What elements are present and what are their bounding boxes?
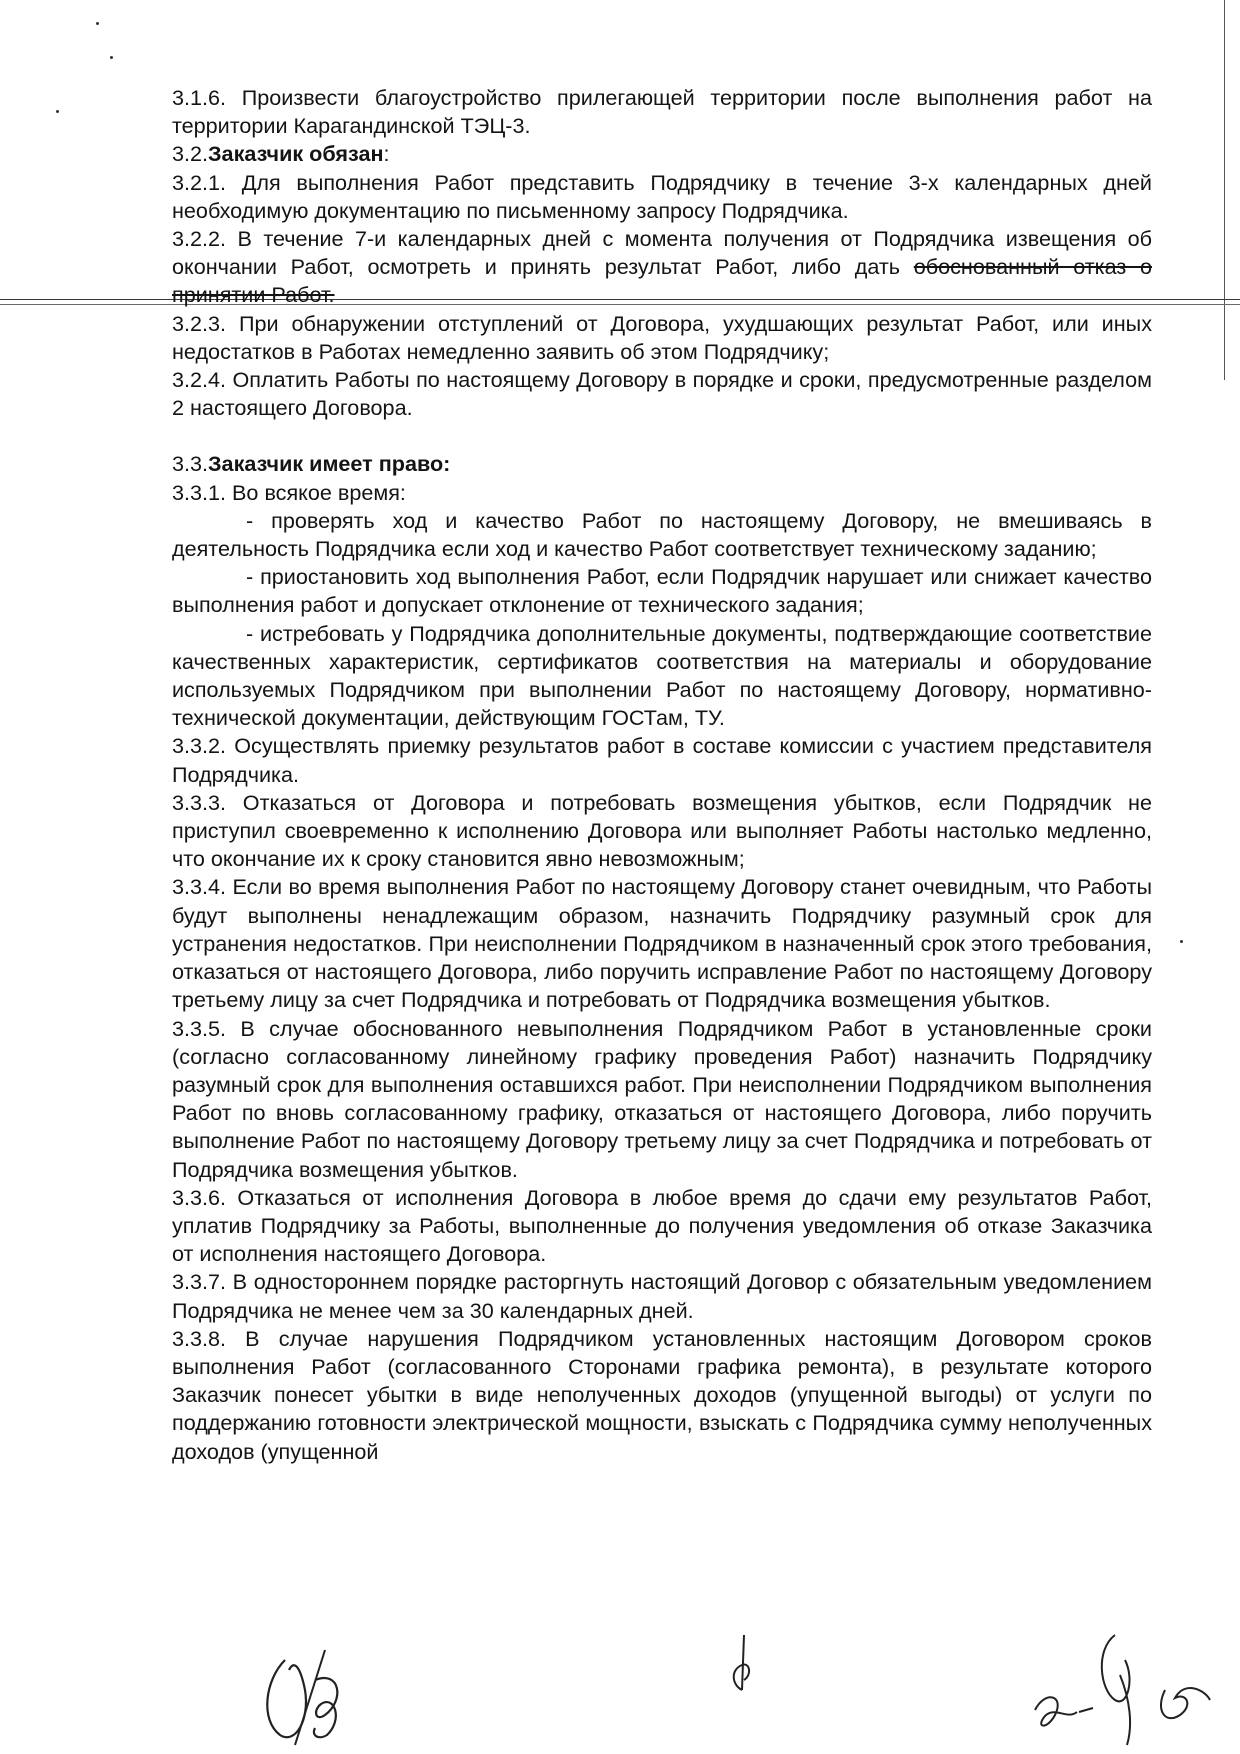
paragraph-3-2-1: 3.2.1. Для выполнения Работ представить Подрядчику в течение 3-х календарных дней необходимую документацию по письменному запросу Подрядчика. bbox=[172, 169, 1152, 223]
paragraph-3-3-3: 3.3.3. Отказаться от Договора и потребовать возмещения убытков, если Подрядчик не приступил своевременно к исполнению Договора или выполняет Работы настолько медленно, что окончание их к сроку становится явно невозможным; bbox=[172, 789, 1152, 872]
list-item-check-progress: - проверять ход и качество Работ по настоящему Договору, не вмешиваясь в деятельность Подрядчика если ход и качество Работ соответствует техническому заданию; bbox=[172, 507, 1152, 562]
scan-speck bbox=[56, 110, 59, 113]
heading-text: Заказчик обязан bbox=[208, 141, 384, 167]
scan-speck bbox=[1180, 940, 1183, 943]
document-body bbox=[172, 84, 1152, 1466]
paragraph-3-3-6: 3.3.6. Отказаться от исполнения Договора в любое время до сдачи ему результатов Работ, уплатив Подрядчику за Работы, выполненные до получения уведомления об отказе Заказчика от исполнения настоящего Договора. bbox=[172, 1184, 1152, 1267]
paragraph-3-2-2-text: 3.2.2. В течение 7-и календарных дней с момента получения от Подрядчика извещения об окончании Работ, осмотреть и принять результат Работ, либо дать bbox=[172, 226, 1152, 280]
heading-number: 3.2. bbox=[172, 141, 209, 167]
heading-3-2 bbox=[172, 140, 1152, 168]
list-item-suspend-work: - приостановить ход выполнения Работ, если Подрядчик нарушает или снижает качество выполнения работ и допускает отклонение от технического задания; bbox=[172, 564, 1152, 618]
heading-3-3 bbox=[172, 450, 1152, 478]
paragraph-3-3-4: 3.3.4. Если во время выполнения Работ по настоящему Договору станет очевидным, что Работы будут выполнены ненадлежащим образом, назначить Подрядчику разумный срок для устранения недостатков. При неисполнении Подрядчиком в назначенный срок этого требования, отказаться от настоящего Договора, либо поручить исправление Работ по настоящему Договору третьему лицу за счет Подрядчика и потребовать от Подрядчика возмещения убытков. bbox=[172, 874, 1152, 1013]
scan-edge-line bbox=[1224, 0, 1225, 380]
signature-left bbox=[255, 1640, 365, 1750]
paragraph-3-3-2: 3.3.2. Осуществлять приемку результатов работ в составе комиссии с участием представителя Подрядчика. bbox=[172, 733, 1152, 787]
paragraph-3-3-7: 3.3.7. В одностороннем порядке расторгнуть настоящий Договор с обязательным уведомлением Подрядчика не менее чем за 30 календарных дней. bbox=[172, 1269, 1152, 1323]
initial-mark-center bbox=[722, 1630, 762, 1700]
heading-number: 3.3. bbox=[172, 451, 209, 477]
heading-text: Заказчик имеет право: bbox=[208, 451, 451, 477]
paragraph-gap bbox=[172, 422, 1152, 450]
signature-right bbox=[1015, 1620, 1225, 1750]
paragraph-3-2-4: 3.2.4. Оплатить Работы по настоящему Договору в порядке и сроки, предусмотренные разделом 2 настоящего Договора. bbox=[172, 367, 1152, 421]
paragraph-3-2-3: 3.2.3. При обнаружении отступлений от Договора, ухудшающих результат Работ, или иных недостатков в Работах немедленно заявить об этом Подрядчику; bbox=[172, 310, 1152, 364]
paragraph-3-3-8: 3.3.8. В случае нарушения Подрядчиком установленных настоящим Договором сроков выполнения Работ (согласованного Сторонами графика ремонта), в результате которого Заказчик понесет убытки в виде неполученных доходов (упущенной выгоды) от услуги по поддержанию готовности электрической мощности, взыскать с Подрядчика сумму неполученных доходов (упущенной bbox=[172, 1325, 1152, 1464]
paragraph-3-1-6: 3.1.6. Произвести благоустройство прилегающей территории после выполнения работ на территории Карагандинской ТЭЦ-3. bbox=[172, 85, 1152, 139]
paragraph-3-2-2 bbox=[172, 225, 1152, 310]
paragraph-3-2-2-struck-text: обоснованный отказ о принятии Работ. bbox=[172, 254, 1152, 308]
paragraph-3-3-1: 3.3.1. Во всякое время: bbox=[172, 479, 406, 505]
paragraph-3-3-5: 3.3.5. В случае обоснованного невыполнения Подрядчиком Работ в установленные сроки (согласно согласованному линейному графику проведения Работ) назначить Подрядчику разумный срок для выполнения оставшихся работ. При неисполнении Подрядчиком выполнения Работ по вновь согласованному графику, отказаться от настоящего Договора, либо поручить выполнение Работ по настоящему Договору третьему лицу за счет Подрядчика и потребовать от Подрядчика возмещения убытков. bbox=[172, 1015, 1152, 1182]
heading-colon: : bbox=[383, 141, 390, 167]
scan-speck bbox=[110, 56, 113, 59]
list-item-request-documents: - истребовать у Подрядчика дополнительные документы, подтверждающие соответствие качественных характеристик, сертификатов соответствия на материалы и оборудование используемых Подрядчиком при выполнении Работ по настоящему Договору, нормативно-технической документации, действующим ГОСТам, ТУ. bbox=[172, 620, 1152, 731]
scan-speck bbox=[96, 22, 99, 25]
